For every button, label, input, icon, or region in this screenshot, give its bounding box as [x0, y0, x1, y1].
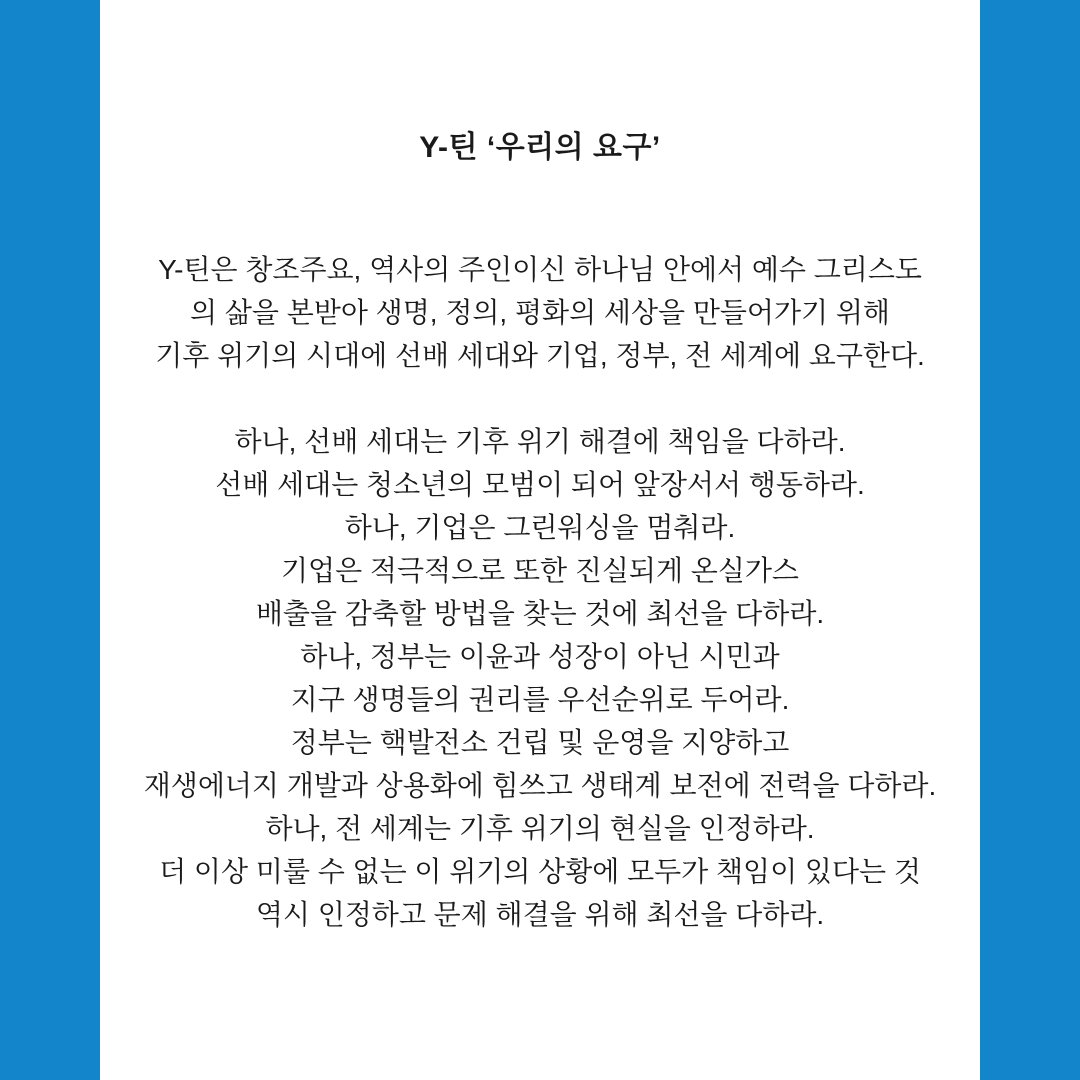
left-blue-border: [0, 0, 100, 1080]
demand-line: 배출을 감축할 방법을 찾는 것에 최선을 다하라.: [255, 598, 825, 629]
right-blue-border: [980, 0, 1080, 1080]
demand-line: 정부는 핵발전소 건립 및 운영을 지양하고: [290, 727, 790, 758]
statement-body: [100, 0, 980, 1080]
intro-line: Y-틴은 창조주요, 역사의 주인이신 하나님 안에서 예수 그리스도: [158, 254, 922, 285]
demand-line: 역시 인정하고 문제 해결을 위해 최선을 다하라.: [255, 899, 825, 930]
demand-line: 더 이상 미룰 수 없는 이 위기의 상황에 모두가 책임이 있다는 것: [159, 856, 921, 887]
demand-line: 하나, 전 세계는 기후 위기의 현실을 인정하라.: [265, 813, 815, 844]
demand-line: 재생에너지 개발과 상용화에 힘쓰고 생태계 보전에 전력을 다하라.: [143, 770, 937, 801]
demands-paragraph: [100, 420, 980, 936]
demand-line: 지구 생명들의 권리를 우선순위로 두어라.: [290, 684, 790, 715]
demand-line: 기업은 적극적으로 또한 진실되게 온실가스: [281, 555, 799, 586]
demand-line: 하나, 선배 세대는 기후 위기 해결에 책임을 다하라.: [234, 426, 846, 457]
page-title: Y-틴 ‘우리의 요구’: [419, 131, 661, 164]
demand-line: 선배 세대는 청소년의 모범이 되어 앞장서서 행동하라.: [215, 469, 865, 500]
intro-line: 기후 위기의 시대에 선배 세대와 기업, 정부, 전 세계에 요구한다.: [155, 340, 925, 371]
intro-paragraph: [100, 248, 980, 377]
demand-line: 하나, 기업은 그린워싱을 멈춰라.: [344, 512, 736, 543]
intro-line: 의 삶을 본받아 생명, 정의, 평화의 세상을 만들어가기 위해: [190, 297, 890, 328]
demand-line: 하나, 정부는 이윤과 성장이 아닌 시민과: [300, 641, 780, 672]
